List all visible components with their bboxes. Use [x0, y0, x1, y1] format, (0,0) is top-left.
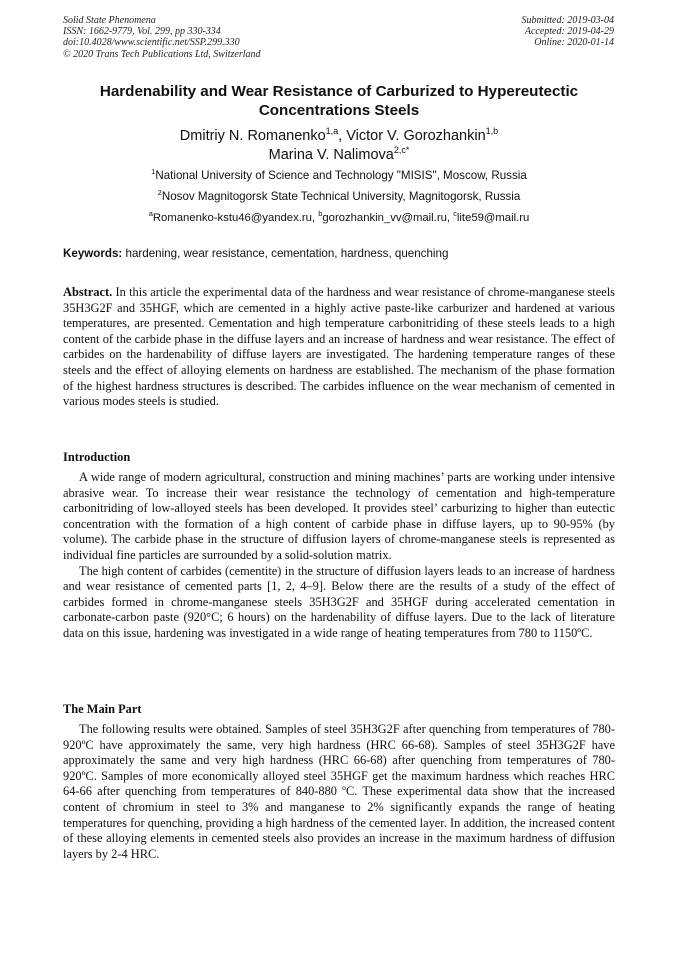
abstract-text: In this article the experimental data of the hardness and wear resistance of chrome-manganese steels 35H3G2F and 35HGF, which are cemented in a highly active paste-like carburizer and hardened at various temperatures, are presented. Cementation and high temperature carbonitriding of these steels leads to a high content of the carbide phase in the diffuse layers and an increase of hardness and wear resistance. The effect of carbides on the hardenability of diffuse layers are investigated. The hardening temperature ranges of these steels and the effect of alloying elements on hardness are established. The mechanism of the phase formation of the highest hardness structures is described. The carbides influence on the wear mechanism of cemented in various modes steels is studied. [63, 285, 615, 409]
abstract-paragraph [63, 285, 615, 410]
journal-name: Solid State Phenomena [63, 15, 156, 26]
journal-copyright: © 2020 Trans Tech Publications Ltd, Switzerland [63, 48, 261, 60]
paragraph: The high content of carbides (cementite) in the structure of diffusion layers leads to an increase of hardness and wear resistance of cemented parts [1, 2, 4–9]. Below there are the results of a study of the effect of carbides formed in chrome-manganese steels 35H3G2F and 35HGF during accelerated cementation in carbonate-carbon paste (920°C; 6 hours) on the hardenability of diffuse layers. Due to the lack of literature data on this issue, hardening was investigated in a wide range of heating temperatures from 780 to 1150ºC. [63, 563, 615, 640]
author-name: Dmitriy N. Romanenko [179, 128, 326, 144]
email-marker: b [318, 209, 323, 219]
affiliation-number: 1 [151, 167, 156, 177]
journal-info [63, 15, 261, 60]
abstract-label: Abstract. [63, 285, 113, 299]
author-superscript: 1,b [485, 126, 499, 137]
affiliation [40, 169, 638, 183]
author-superscript: 2,c* [393, 145, 410, 156]
journal-issn: ISSN: 1662-9779, Vol. 299, pp 330-334 [63, 26, 221, 38]
author-list [40, 127, 638, 165]
journal-doi: doi:10.4028/www.scientific.net/SSP.299.330 [63, 37, 240, 49]
accepted-date: Accepted: 2019-04-29 [524, 26, 614, 38]
submitted-date: Submitted: 2019-03-04 [521, 15, 614, 26]
main-part-body [63, 722, 615, 862]
email-marker: a [148, 209, 153, 219]
online-date: Online: 2020-01-14 [534, 37, 614, 49]
author-separator: , [338, 128, 347, 144]
section-heading-introduction: Introduction [63, 450, 131, 464]
submission-dates [522, 15, 615, 49]
paper-title: Hardenability and Wear Resistance of Carburized to Hypereutectic Concentrations Steels [99, 83, 579, 119]
author-name: Marina V. Nalimova [268, 147, 394, 163]
keywords [63, 247, 615, 261]
email-link[interactable]: gorozhankin_vv@mail.ru, [322, 212, 454, 224]
author-emails [40, 211, 638, 225]
section-heading-main-part: The Main Part [63, 702, 142, 716]
keywords-text: hardening, wear resistance, cementation, hardness, quenching [122, 247, 449, 260]
abstract [63, 285, 615, 410]
email-link[interactable]: Romanenko-kstu46@yandex.ru, [152, 212, 319, 224]
paragraph: A wide range of modern agricultural, construction and mining machines’ parts are working under intensive abrasive wear. To increase their wear resistance the technology of cementation and high-temperature carbonitriding of low-alloyed steels has been developed. It provides steel’ carburizing to higher than eutectic concentration with the formation of a high content of carbide phase in diffuse layers, up to 90-95% (by volume). The carbide phase in the structure of diffusion layers of chrome-manganese steels is represented as individual fine particles are surrounded by a solid-solution matrix. [63, 470, 615, 562]
affiliation-number: 2 [157, 188, 162, 198]
introduction-body [63, 470, 615, 642]
affiliation-text: National University of Science and Technology "MISIS", Moscow, Russia [155, 169, 527, 182]
paragraph: The following results were obtained. Samples of steel 35H3G2F after quenching from temperatures of 780-920ºC have approximately the same, very high hardness (HRC 66-68). Samples of steel 35H3G2F have approximately the same and very high hardness (HRC 66-68) after quenching from temperatures of 780-920ºC. Samples of more economically alloyed steel 35HGF get the maximum hardness which reaches HRC 64-66 after quenching from temperatures of 840-880 ºC. These experimental data show that the increased content of chromium in steel to 3% and manganese to 2% significantly expands the range of heating temperatures for quenching, providing a high hardness of the cemented layer. In addition, the increased content of these alloying elements in cemented steels also provides an increase in the maximum hardness of diffusion layers by 2-4 HRC. [63, 722, 615, 861]
affiliation [40, 190, 638, 204]
author-superscript: 1,a [325, 126, 339, 137]
email-marker: c [453, 209, 457, 219]
author-name: Victor V. Gorozhankin [346, 128, 486, 144]
keywords-label: Keywords: [63, 247, 123, 260]
email-link[interactable]: lite59@mail.ru [456, 212, 530, 224]
affiliation-text: Nosov Magnitogorsk State Technical University, Magnitogorsk, Russia [161, 190, 521, 203]
